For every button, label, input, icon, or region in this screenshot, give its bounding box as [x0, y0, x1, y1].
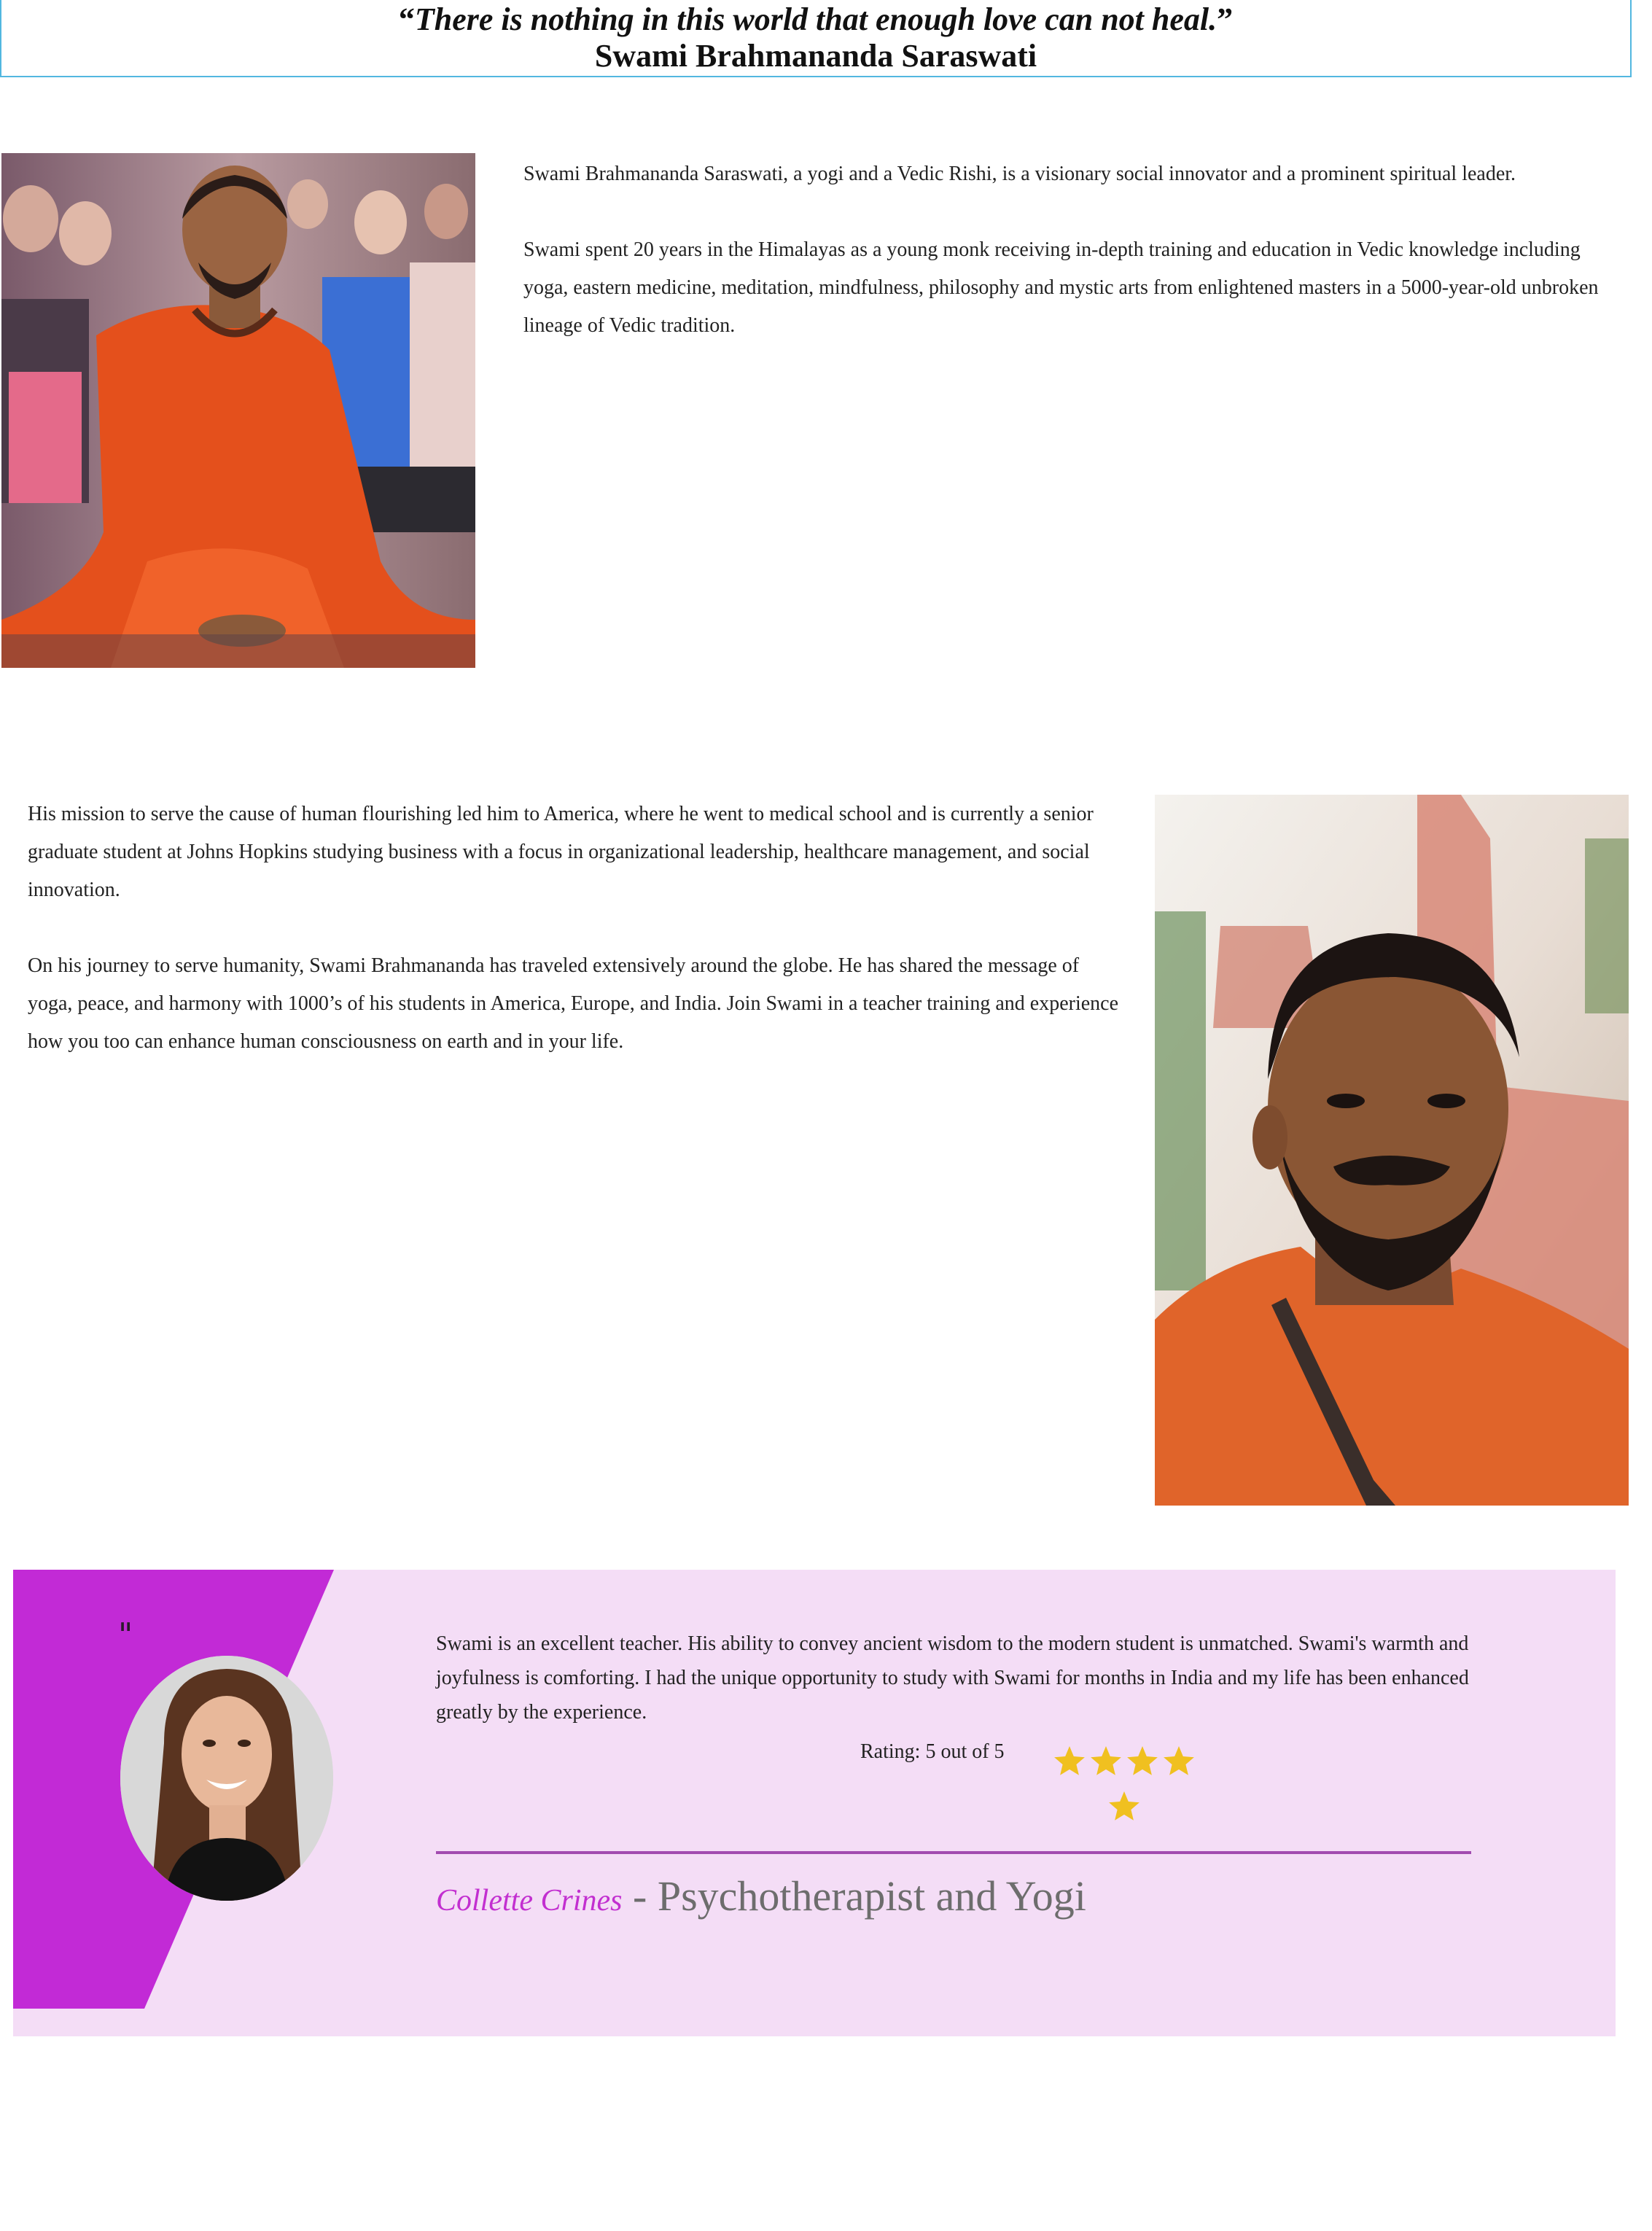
reviewer-role: Psychotherapist and Yogi: [657, 1872, 1086, 1920]
testimonial-quote: Swami is an excellent teacher. His ability to convey ancient wisdom to the modern student is unmatched. Swami's warmth and joyfulness is comforting. I had the unique opportunity to study with Swami for months in India and my life has been enhanced greatly by the experience.: [436, 1632, 1469, 1724]
attribution-separator: -: [622, 1872, 658, 1920]
star-icon: [1164, 1746, 1194, 1775]
bio-intro: [523, 155, 1602, 345]
quote-open-mark: “: [398, 1, 415, 37]
rating-stars-graphic: [1051, 1743, 1212, 1831]
mission-paragraph-2: On his journey to serve humanity, Swami Brahmananda has traveled extensively around the globe. He has shared the message of yoga, peace, and harmony with 1000’s of his students in America, Europe, and India. Join Swami in a teacher training and experience how you too can enhance human consciousness on earth and in your life.: [28, 954, 1119, 1053]
testimonial-attribution: [436, 1872, 1086, 1920]
meditation-photo-image: [1, 153, 475, 668]
testimonial-divider: [436, 1851, 1471, 1854]
reviewer-name: Collette Crines: [436, 1884, 623, 1917]
testimonial-avatar: [120, 1656, 333, 1901]
quote-text: [1, 1, 1630, 38]
rating-stars: [1051, 1743, 1212, 1834]
meditation-photo: [1, 153, 475, 668]
quote-close-mark: ”: [1217, 1, 1234, 37]
bio-mission: [28, 795, 1121, 1061]
portrait-photo: [1155, 795, 1629, 1506]
star-icon: [1109, 1791, 1139, 1821]
portrait-photo-image: [1155, 795, 1629, 1506]
quote-banner: [0, 0, 1632, 77]
testimonial-card: [13, 1570, 1616, 2036]
quote-icon: ": [118, 1616, 133, 1654]
star-icon: [1054, 1746, 1085, 1775]
bio-paragraph-1: Swami Brahmananda Saraswati, a yogi and a Vedic Rishi, is a visionary social innovator and a prominent spiritual leader.: [523, 163, 1516, 185]
bio-paragraph-2: Swami spent 20 years in the Himalayas as a young monk receiving in-depth training and education in Vedic knowledge including yoga, eastern medicine, meditation, mindfulness, philosophy and mystic arts from enlightened masters in a 5000-year-old unbroken lineage of Vedic tradition.: [523, 238, 1599, 337]
mission-paragraph-1: His mission to serve the cause of human flourishing led him to America, where he went to medical school and is currently a senior graduate student at Johns Hopkins studying business with a focus in organizational leadership, healthcare management, and social innovation.: [28, 803, 1094, 901]
star-icon: [1091, 1746, 1121, 1775]
quote-body: There is nothing in this world that enough love can not heal.: [414, 1, 1217, 37]
avatar-image: [120, 1656, 333, 1901]
rating-label: Rating: 5 out of 5: [860, 1740, 1005, 1763]
star-icon: [1127, 1746, 1158, 1775]
quote-author: Swami Brahmananda Saraswati: [594, 38, 1037, 74]
